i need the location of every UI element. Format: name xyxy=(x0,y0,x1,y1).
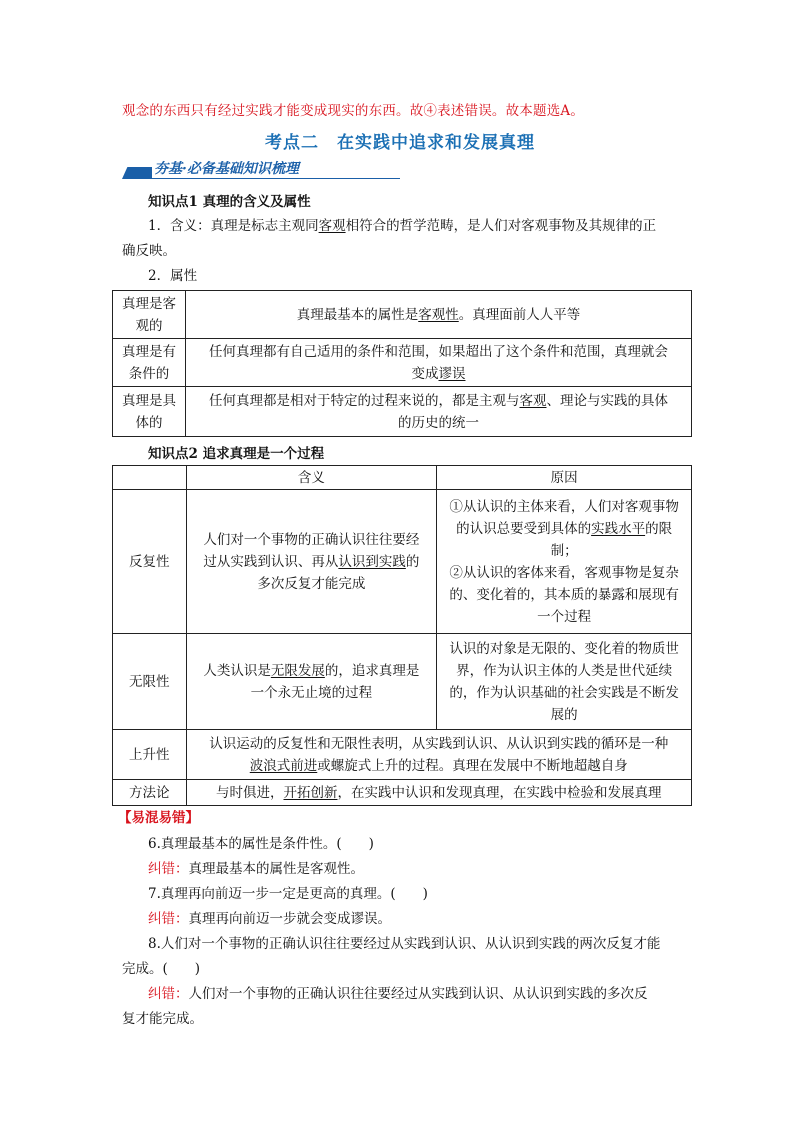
row-label: 方法论 xyxy=(113,780,187,806)
correction-8: 纠错：人们对一个事物的正确认识往往要经过从实践到认识、从认识到实践的多次反 xyxy=(148,986,648,1002)
definition-paragraph xyxy=(148,214,708,239)
table-row xyxy=(113,339,692,387)
process-table xyxy=(112,465,692,806)
question-7: 7.真理再向前迈一步一定是更高的真理。( ) xyxy=(148,886,428,902)
definition-line2: 确反映。 xyxy=(122,243,176,259)
table-row xyxy=(113,291,692,339)
definition-suffix: 相符合的哲学范畴，是人们对客观事物及其规律的正 xyxy=(345,218,657,234)
definition-prefix: 1．含义：真理是标志主观同 xyxy=(148,218,319,234)
row-label: 反复性 xyxy=(113,490,187,634)
table-header-row xyxy=(113,466,692,490)
correction-8-line2: 复才能完成。 xyxy=(122,1011,203,1027)
correction-6: 纠错：真理最基本的属性是客观性。 xyxy=(148,861,364,877)
table-row xyxy=(113,387,692,437)
header-meaning: 含义 xyxy=(186,466,437,490)
knowledge-point-2-title: 知识点2 追求真理是一个过程 xyxy=(148,446,325,462)
errors-title: 【易混易错】 xyxy=(118,810,199,826)
question-8-line2: 完成。( ) xyxy=(122,961,201,977)
row-content: 任何真理都是相对于特定的过程来说的，都是主观与客观、理论与实践的具体 的历史的统一 xyxy=(186,387,692,437)
rising-content: 认识运动的反复性和无限性表明，从实践到认识、从认识到实践的循环是一种 波浪式前进或螺旋式上升的过程。真理在发展中不断地超越自身 xyxy=(186,730,692,780)
table-row xyxy=(113,780,692,806)
row-header: 真理是有 条件的 xyxy=(113,339,186,387)
banner-bar xyxy=(122,167,152,179)
knowledge-point-1-title: 知识点1 真理的含义及属性 xyxy=(148,194,311,210)
row-label: 上升性 xyxy=(113,730,187,780)
meaning-cell: 人们对一个事物的正确认识往往要经 过从实践到认识、再从认识到实践的 多次反复才能完成 xyxy=(186,490,437,634)
banner-label: 夯基·必备基础知识梳理 xyxy=(154,161,299,177)
section-banner xyxy=(122,158,402,180)
row-header: 真理是具 体的 xyxy=(113,387,186,437)
definition-underline: 客观 xyxy=(318,218,346,234)
reason-cell: 认识的对象是无限的、变化着的物质世 界，作为认识主体的人类是世代延续 的，作为认识基础的社会实践是不断发 展的 xyxy=(437,634,692,730)
banner-underline xyxy=(152,178,400,179)
correction-7: 纠错：真理再向前迈一步就会变成谬误。 xyxy=(148,911,391,927)
reason-cell: ①从认识的主体来看，人们对客观事物 的认识总要受到具体的实践水平的限 制； ②从认识的客体来看，客观事物是复杂 的、变化着的，其本质的暴露和展现有 一个过程 xyxy=(437,490,692,634)
row-content: 任何真理都有自己适用的条件和范围，如果超出了这个条件和范围，真理就会 变成谬误 xyxy=(186,339,692,387)
table-row xyxy=(113,634,692,730)
attributes-title: 2．属性 xyxy=(148,268,198,284)
table-row xyxy=(113,490,692,634)
table-row xyxy=(113,730,692,780)
header-empty xyxy=(113,466,187,490)
row-header: 真理是客 观的 xyxy=(113,291,186,339)
question-6: 6.真理最基本的属性是条件性。( ) xyxy=(148,836,374,852)
question-8: 8.人们对一个事物的正确认识往往要经过从实践到认识、从认识到实践的两次反复才能 xyxy=(148,936,661,952)
intro-text: 观念的东西只有经过实践才能变成现实的东西。故④表述错误。故本题选A。 xyxy=(122,103,585,119)
row-label: 无限性 xyxy=(113,634,187,730)
section-title: 考点二 在实践中追求和发展真理 xyxy=(265,133,535,153)
row-content: 真理最基本的属性是客观性。真理面前人人平等 xyxy=(186,291,692,339)
header-reason: 原因 xyxy=(437,466,692,490)
meaning-cell: 人类认识是无限发展的，追求真理是 一个永无止境的过程 xyxy=(186,634,437,730)
attributes-table xyxy=(112,290,692,437)
method-content: 与时俱进，开拓创新，在实践中认识和发现真理，在实践中检验和发展真理 xyxy=(186,780,692,806)
